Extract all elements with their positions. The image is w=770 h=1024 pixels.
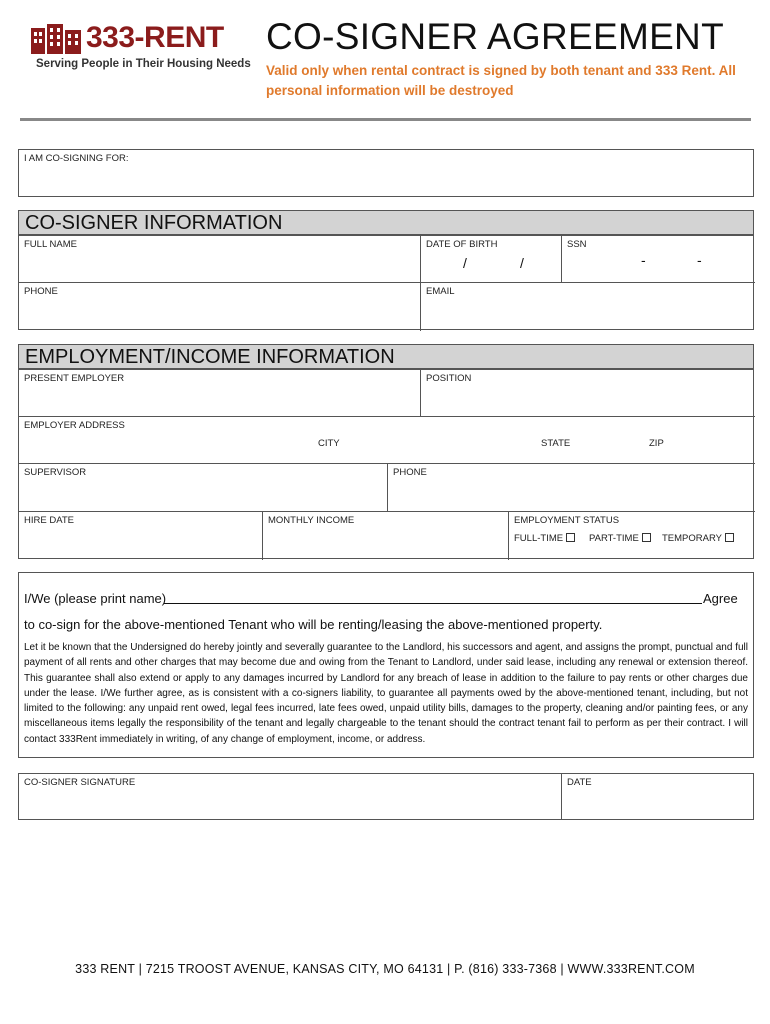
phone-label: PHONE <box>24 286 58 297</box>
position-field[interactable] <box>421 370 755 417</box>
hire-date-field[interactable] <box>19 512 263 560</box>
employer-phone-field[interactable] <box>388 464 755 512</box>
city-label: CITY <box>318 438 340 449</box>
full-time-checkbox[interactable] <box>566 533 575 542</box>
dob-separator-1: / <box>463 255 467 271</box>
supervisor-field[interactable] <box>19 464 388 512</box>
full-time-option[interactable] <box>514 533 575 544</box>
signature-date-label: DATE <box>567 777 592 788</box>
position-label: POSITION <box>426 373 472 384</box>
cosigner-info-grid <box>18 235 754 330</box>
signature-date-field[interactable] <box>562 774 755 819</box>
company-logo <box>30 18 251 78</box>
part-time-checkbox[interactable] <box>642 533 651 542</box>
present-employer-label: PRESENT EMPLOYER <box>24 373 125 384</box>
employment-status-label: EMPLOYMENT STATUS <box>514 515 620 526</box>
ssn-separator-2: - <box>697 252 702 268</box>
present-employer-field[interactable] <box>19 370 421 417</box>
hire-date-label: HIRE DATE <box>24 515 74 526</box>
date-of-birth-field[interactable] <box>421 236 562 283</box>
ssn-label: SSN <box>567 239 587 250</box>
temporary-option[interactable] <box>662 533 734 544</box>
employment-heading <box>18 344 754 369</box>
guarantee-legal-text: Let it be known that the Undersigned do hereby jointly and severally guarantee to the Landlord, his successors and agent, and assigns the prompt, punctual and full payment of all rents and other charges that may become due and owing from the Tenant to Landlord, under said lease, including any renewal or extension thereof. This guarantee shall also extend or apply to any damages incurred by Landlord for any breach of lease in addition to the failure to pay rents or other charges due under the lease. I/We further agree, as is consistent with a co-signers liability, to guarantee all payments owed by the above-mentioned tenant, including, but not limited to the following: any unpaid rent owed, legal fees incurred, late fees owed, unpaid utility bills, damages to the property, cleaning and/or painting fees, or any miscellaneous items legally the responsibility of the tenant and legally chargeable to the tenant should the contract tenant fail to perform as per their contract. I will contact 333Rent immediately in writing, of any change of employment, income, or address. <box>24 642 748 745</box>
agree-label: Agree <box>703 591 738 606</box>
cosigning-for-label: I AM CO-SIGNING FOR: <box>24 153 129 164</box>
cosigner-signature-label: CO-SIGNER SIGNATURE <box>24 777 136 788</box>
full-time-label: FULL-TIME <box>514 533 564 544</box>
date-of-birth-label: DATE OF BIRTH <box>426 239 498 250</box>
phone-field[interactable] <box>19 283 421 331</box>
print-name-prefix: I/We (please print name) <box>24 591 167 606</box>
ssn-field[interactable] <box>562 236 755 283</box>
part-time-label: PART-TIME <box>589 533 639 544</box>
monthly-income-field[interactable] <box>263 512 509 560</box>
logo-wordmark: 333-RENT <box>86 21 224 54</box>
employment-grid <box>18 369 754 559</box>
full-name-field[interactable] <box>19 236 421 283</box>
zip-label: ZIP <box>649 438 664 449</box>
employment-status-field <box>509 512 755 560</box>
employer-address-label: EMPLOYER ADDRESS <box>24 420 125 431</box>
email-field[interactable] <box>421 283 755 331</box>
cosigner-info-heading <box>18 210 754 235</box>
building-logo-icon <box>30 22 82 54</box>
full-name-label: FULL NAME <box>24 239 77 250</box>
document-subtitle: Valid only when rental contract is signed by both tenant and 333 Rent. All personal information will be destroyed <box>266 63 736 98</box>
print-name-line[interactable] <box>164 603 702 604</box>
cosigner-info-heading-text: CO-SIGNER INFORMATION <box>25 212 283 234</box>
part-time-option[interactable] <box>589 533 651 544</box>
header-divider <box>20 118 751 121</box>
employer-address-field[interactable] <box>19 417 755 464</box>
footer-contact: 333 RENT | 7215 TROOST AVENUE, KANSAS CITY, MO 64131 | P. (816) 333-7368 | WWW.333RENT.COM <box>75 962 695 976</box>
cosign-statement: to co-sign for the above-mentioned Tenant who will be renting/leasing the above-mentioned property. <box>24 617 603 632</box>
employment-heading-text: EMPLOYMENT/INCOME INFORMATION <box>25 346 395 368</box>
email-label: EMAIL <box>426 286 455 297</box>
monthly-income-label: MONTHLY INCOME <box>268 515 355 526</box>
supervisor-label: SUPERVISOR <box>24 467 87 478</box>
employer-phone-label: PHONE <box>393 467 427 478</box>
cosigning-for-field[interactable] <box>18 149 754 197</box>
temporary-label: TEMPORARY <box>662 533 723 544</box>
signature-grid <box>18 773 754 820</box>
dob-separator-2: / <box>520 255 524 271</box>
temporary-checkbox[interactable] <box>725 533 734 542</box>
document-title: CO-SIGNER AGREEMENT <box>266 16 724 57</box>
logo-tagline: Serving People in Their Housing Needs <box>36 58 251 70</box>
ssn-separator-1: - <box>641 252 646 268</box>
cosigner-signature-field[interactable] <box>19 774 562 819</box>
state-label: STATE <box>541 438 571 449</box>
